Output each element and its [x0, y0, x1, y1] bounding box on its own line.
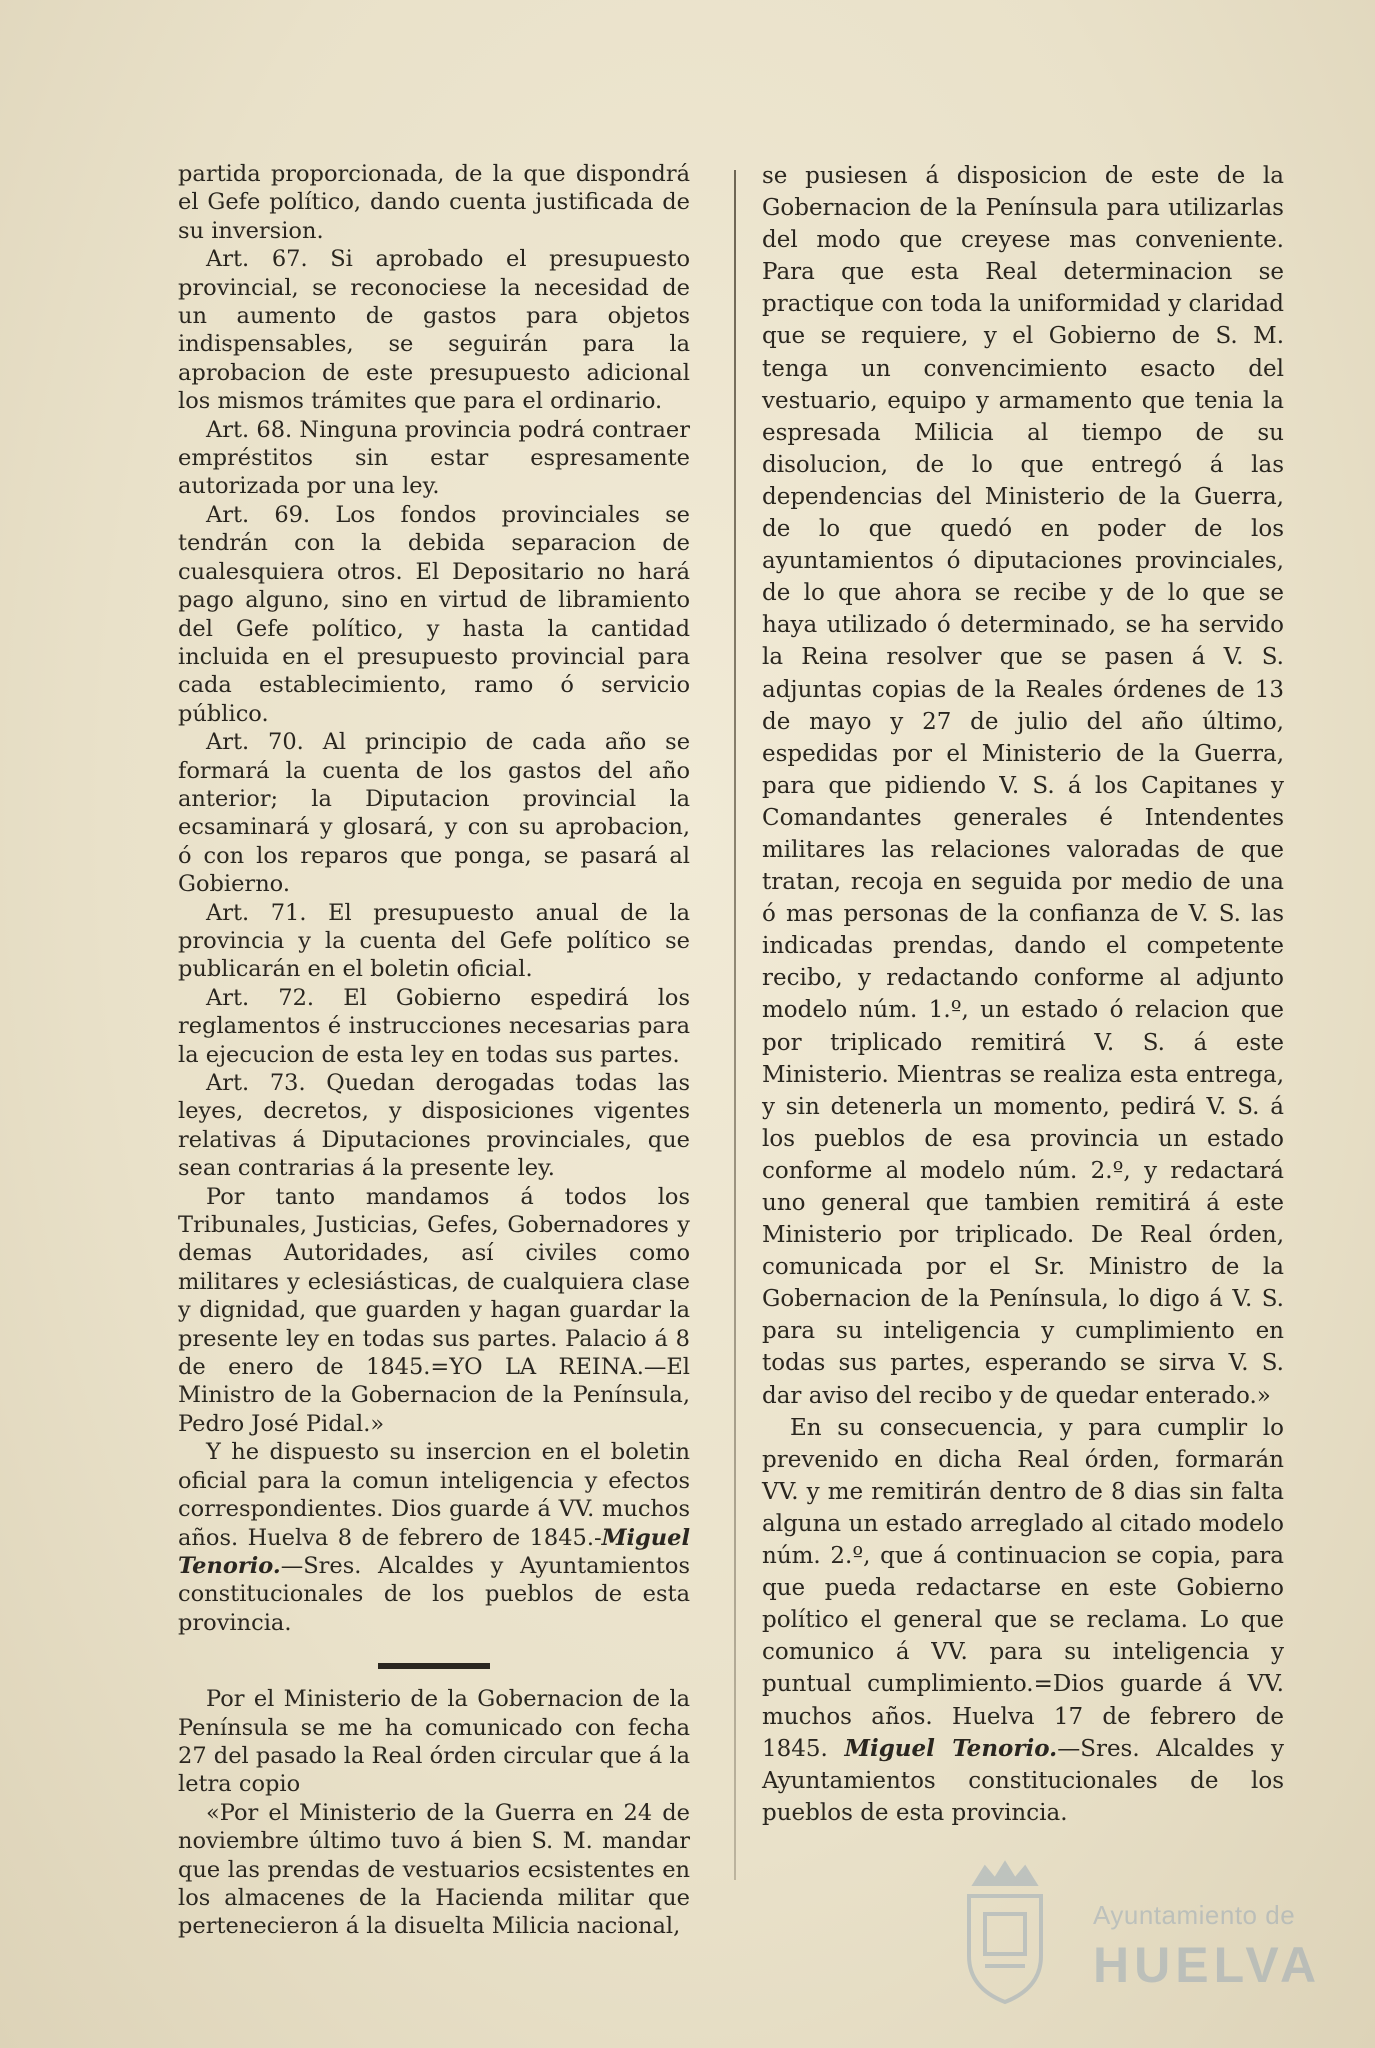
- article-text: Ninguna provincia podrá contraer empréstitos sin estar espresamente autorizada por una ley.: [178, 416, 690, 500]
- article-label: Art. 68.: [206, 416, 293, 443]
- column-rule: [734, 170, 736, 1880]
- insercion-text: Y he dispuesto su insercion en el boletin oficial para la comun inteligencia y efectos correspondientes. Dios guarde á VV. muchos años. Huelva 8 de febrero de 1845.-: [178, 1439, 690, 1551]
- article-72: [178, 984, 690, 1069]
- article-73: [178, 1069, 690, 1183]
- right-column: [762, 160, 1284, 1829]
- article-69: [178, 501, 690, 728]
- article-67: [178, 245, 690, 415]
- paragraph-continuation: partida proporcionada, de la que dispondrá el Gefe político, dando cuenta justificada de su inversion.: [178, 161, 690, 244]
- watermark: [955, 1856, 1322, 2006]
- article-text: Si aprobado el presupuesto provincial, se reconociese la necesidad de un aumento de gastos para objetos indispensables, se seguirán para la aprobacion de este presupuesto adicional los mismos trámites que para el ordinario.: [178, 246, 690, 415]
- insercion-end: —Sres. Alcaldes y Ayuntamientos constitucionales de los pueblos de esta provincia.: [178, 1552, 690, 1636]
- paragraph-ministerio-quote: «Por el Ministerio de la Guerra en 24 de noviembre último tuvo á bien S. M. mandar que las prendas de vestuarios ecsistentes en los almacenes de la Hacienda militar que pertenecieron á la disuelta Milicia nacional,: [178, 1799, 690, 1940]
- article-label: Art. 69.: [206, 501, 311, 528]
- article-label: Art. 70.: [206, 729, 304, 756]
- consecuencia-text: En su consecuencia, y para cumplir lo prevenido en dicha Real órden, formarán VV. y me remitirán dentro de 8 dias sin falta alguna un estado arreglado al citado modelo núm. 2.º, que á continuacion se copia, para que pueda redactarse en este Gobierno político el general que se reclama. Lo que comunico á VV. para su inteligencia y puntual cumplimiento.=Dios guarde á VV. muchos años. Huelva 17 de febrero de 1845.: [762, 1414, 1284, 1762]
- article-71: [178, 899, 690, 984]
- paragraph-quote-continuation: se pusiesen á disposicion de este de la Gobernacion de la Península para utilizarlas del modo que creyese mas conveniente. Para que esta Real determinacion se practique con toda la uniformidad y claridad que se requiere, y el Gobierno de S. M. tenga un convencimiento esacto del vestuario, equipo y armamento que tenia la espresada Milicia al tiempo de su disolucion, de lo que entregó á las dependencias del Ministerio de la Guerra, de lo que quedó en poder de los ayuntamientos ó diputaciones provinciales, de lo que ahora se recibe y de lo que se haya utilizado ó determinado, se ha servido la Reina resolver que se pasen á V. S. adjuntas copias de la Reales órdenes de 13 de mayo y 27 de julio del año último, espedidas por el Ministerio de la Guerra, para que pidiendo V. S. á los Capitanes y Comandantes generales é Intendentes militares las relaciones valoradas de que tratan, recoja en seguida por medio de una ó mas personas de la confianza de V. S. las indicadas prendas, dando el competente recibo, y redactando conforme al adjunto modelo núm. 1.º, un estado ó relacion que por triplicado remitirá V. S. á este Ministerio. Mientras se realiza esta entrega, y sin detenerla un momento, pedirá V. S. á los pueblos de esa provincia un estado conforme al modelo núm. 2.º, y redactará uno general que tambien remitirá á este Ministerio por triplicado. De Real órden, comunicada por el Sr. Ministro de la Gobernacion de la Península, lo digo á V. S. para su inteligencia y cumplimiento en todas sus partes, esperando se sirva V. S. dar aviso del recibo y de quedar enterado.»: [762, 163, 1284, 1409]
- article-70: [178, 728, 690, 898]
- paragraph-insercion: [178, 1438, 690, 1637]
- watermark-line2: HUELVA: [1093, 1937, 1322, 1993]
- paragraph-consecuencia: [762, 1412, 1284, 1829]
- consecuencia-end: —Sres. Alcaldes y Ayuntamientos constitucionales de los pueblos de esta provincia.: [762, 1735, 1284, 1826]
- article-text: El presupuesto anual de la provincia y la cuenta del Gefe político se publicarán en el boletin oficial.: [178, 899, 691, 983]
- article-text: Los fondos provinciales se tendrán con la debida separacion de cualesquiera otros. El Depositario no hará pago alguno, sino en virtud de libramiento del Gefe político, y hasta la cantidad incluida en el presupuesto provincial para cada establecimiento, ramo ó servicio público.: [178, 501, 690, 727]
- article-label: Art. 71.: [206, 899, 307, 926]
- article-text: Al principio de cada año se formará la cuenta de los gastos del año anterior; la Diputacion provincial la ecsaminará y glosará, y con su aprobacion, ó con los reparos que ponga, se pasará al Gobierno.: [178, 729, 691, 898]
- article-text: El Gobierno espedirá los reglamentos é instrucciones necesarias para la ejecucion de esta ley en todas sus partes.: [178, 984, 690, 1068]
- article-label: Art. 67.: [206, 246, 308, 273]
- signature: Miguel Tenorio.: [178, 1524, 690, 1579]
- article-label: Art. 72.: [206, 984, 315, 1011]
- left-column: [178, 160, 690, 1941]
- article-text: Quedan derogadas todas las leyes, decretos, y disposiciones vigentes relativas á Diputaciones provinciales, que sean contrarias á la presente ley.: [178, 1070, 691, 1182]
- paragraph-ministerio-intro: Por el Ministerio de la Gobernacion de la Península se me ha comunicado con fecha 27 del pasado la Real órden circular que á la letra copio: [178, 1686, 690, 1798]
- signature: Miguel Tenorio.: [844, 1734, 1058, 1762]
- section-divider: [378, 1663, 490, 1669]
- city-shield-icon: [955, 1856, 1055, 2006]
- watermark-line1: Ayuntamiento de: [1093, 1900, 1296, 1930]
- article-68: [178, 416, 690, 501]
- article-label: Art. 73.: [206, 1070, 306, 1096]
- paragraph-por-tanto: Por tanto mandamos á todos los Tribunales, Justicias, Gefes, Gobernadores y demas Autoridades, así civiles como militares y eclesiásticas, de cualquiera clase y dignidad, que guarden y hagan guardar la presente ley en todas sus partes. Palacio á 8 de enero de 1845.=YO LA REINA.—El Ministro de la Gobernacion de la Península, Pedro José Pidal.»: [178, 1183, 690, 1437]
